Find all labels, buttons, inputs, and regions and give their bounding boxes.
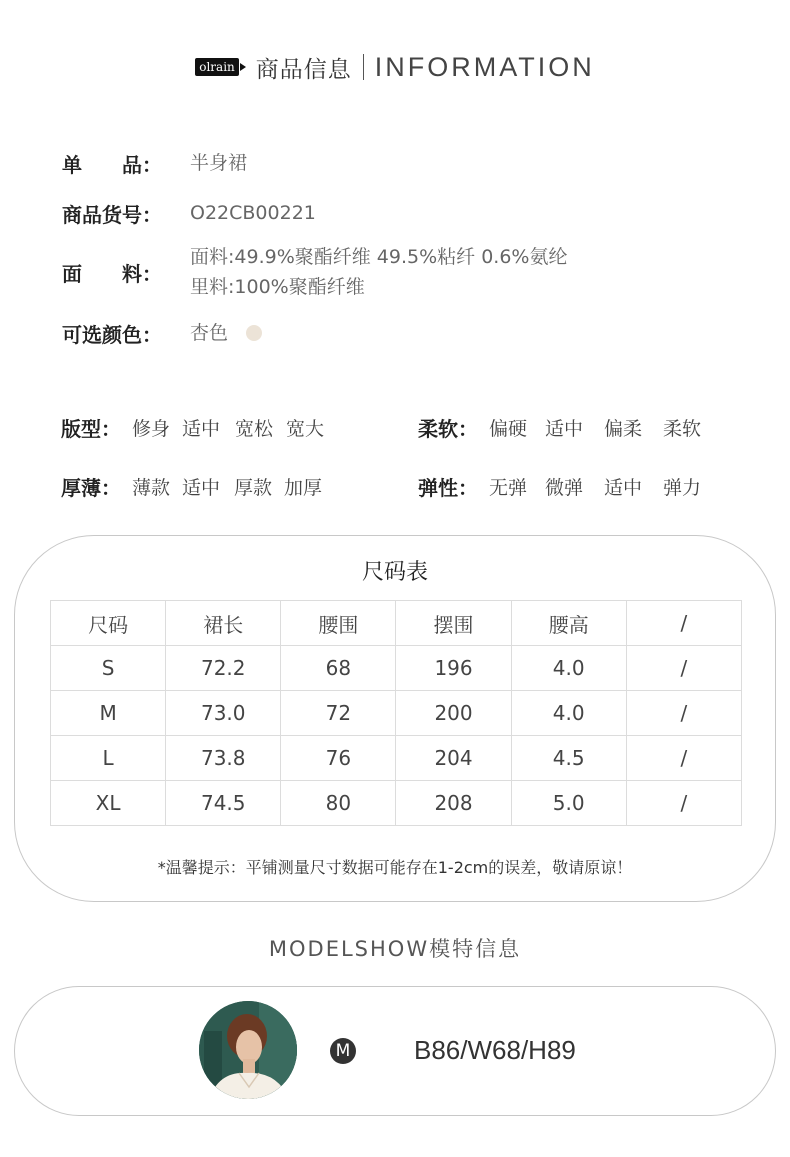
size-cell: 5.0 [511, 781, 626, 826]
size-cell: 68 [281, 646, 396, 691]
size-cell: / [626, 781, 741, 826]
attr-thickness [61, 471, 327, 501]
size-cell: 76 [281, 736, 396, 781]
attr-softness-option: 柔软 [662, 417, 701, 440]
size-cell: 73.8 [166, 736, 281, 781]
size-cell: / [626, 691, 741, 736]
header-divider [363, 54, 364, 80]
color-label: 可选颜色： [62, 322, 162, 347]
brand-logo-text: olrain [195, 58, 239, 76]
header-title-en: INFORMATION [374, 51, 595, 82]
info-row-sku [62, 198, 316, 228]
item-value: 半身裙 [190, 152, 248, 174]
header-title-cn: 商品信息 [255, 56, 352, 83]
attr-fit-option: 宽大 [285, 417, 324, 440]
attr-thickness-label: 厚薄： [61, 475, 121, 500]
info-row-fabric [62, 242, 567, 302]
size-chart-note: *温馨提示：平铺测量尺寸数据可能存在1-2cm的误差，敬请原谅！ [157, 858, 633, 877]
size-header-cell: 裙长 [166, 601, 281, 646]
size-cell: / [626, 646, 741, 691]
model-section-title: MODELSHOW模特信息 [268, 937, 522, 961]
size-cell: 80 [281, 781, 396, 826]
color-value: 杏色 [190, 322, 229, 344]
info-row-color [62, 318, 262, 348]
model-panel [14, 986, 776, 1116]
size-cell: 204 [396, 736, 511, 781]
logo-arrow-icon [240, 63, 246, 71]
attr-fit-option-selected: 适中 [175, 414, 227, 441]
attr-thickness-option: 加厚 [283, 476, 322, 499]
size-table-header-row [51, 601, 742, 646]
fabric-label: 面 料： [62, 261, 162, 286]
size-cell: 196 [396, 646, 511, 691]
attr-softness-label: 柔软： [418, 416, 478, 441]
size-cell: 200 [396, 691, 511, 736]
size-header-cell: 腰围 [281, 601, 396, 646]
table-row [51, 646, 742, 691]
size-cell: / [626, 736, 741, 781]
fabric-line-outer: 面料:49.9%聚酯纤维 49.5%粘纤 0.6%氨纶 [190, 246, 568, 268]
size-cell: 4.5 [511, 736, 626, 781]
attr-softness [418, 412, 714, 442]
sku-value: O22CB00221 [190, 202, 316, 224]
fabric-values [190, 242, 567, 302]
item-label: 单 品： [62, 152, 162, 177]
attr-fit-label: 版型： [61, 416, 121, 441]
size-cell: 74.5 [166, 781, 281, 826]
color-swatch [246, 325, 262, 341]
attr-elasticity [418, 471, 714, 501]
attr-elasticity-option-selected: 微弹 [532, 473, 596, 500]
fabric-line-lining: 里料:100%聚酯纤维 [190, 276, 365, 298]
size-header-cell: / [626, 601, 741, 646]
attr-thickness-option-selected: 适中 [175, 473, 227, 500]
page-header [0, 50, 790, 84]
table-row [51, 781, 742, 826]
attr-softness-option-selected: 适中 [532, 414, 596, 441]
attr-elasticity-option: 无弹 [488, 476, 527, 499]
size-cell: 4.0 [511, 691, 626, 736]
brand-logo [195, 57, 246, 77]
size-cell: 73.0 [166, 691, 281, 736]
size-cell: M [51, 691, 166, 736]
sku-label: 商品货号： [62, 202, 162, 227]
info-row-item [62, 148, 247, 178]
model-avatar [199, 1001, 297, 1099]
model-photo-illustration [199, 1001, 297, 1099]
size-cell: 4.0 [511, 646, 626, 691]
attr-softness-option: 偏硬 [488, 417, 527, 440]
size-cell: XL [51, 781, 166, 826]
attr-thickness-option: 厚款 [233, 476, 272, 499]
size-cell: 208 [396, 781, 511, 826]
attr-elasticity-option: 弹力 [662, 476, 701, 499]
size-cell: 72.2 [166, 646, 281, 691]
size-chart-title: 尺码表 [361, 560, 428, 585]
size-cell: L [51, 736, 166, 781]
attr-thickness-option: 薄款 [131, 476, 170, 499]
model-size-badge: M [330, 1038, 356, 1064]
attr-fit [61, 412, 329, 442]
size-header-cell: 摆围 [396, 601, 511, 646]
table-row [51, 691, 742, 736]
size-table [50, 600, 742, 826]
attr-fit-option: 宽松 [234, 417, 273, 440]
table-row [51, 736, 742, 781]
attr-elasticity-label: 弹性： [418, 475, 478, 500]
attr-elasticity-option: 适中 [603, 476, 642, 499]
attr-fit-option: 修身 [131, 417, 170, 440]
size-header-cell: 腰高 [511, 601, 626, 646]
model-measurements: B86/W68/H89 [414, 1035, 576, 1065]
size-cell: 72 [281, 691, 396, 736]
size-cell: S [51, 646, 166, 691]
attr-softness-option: 偏柔 [603, 417, 642, 440]
size-header-cell: 尺码 [51, 601, 166, 646]
